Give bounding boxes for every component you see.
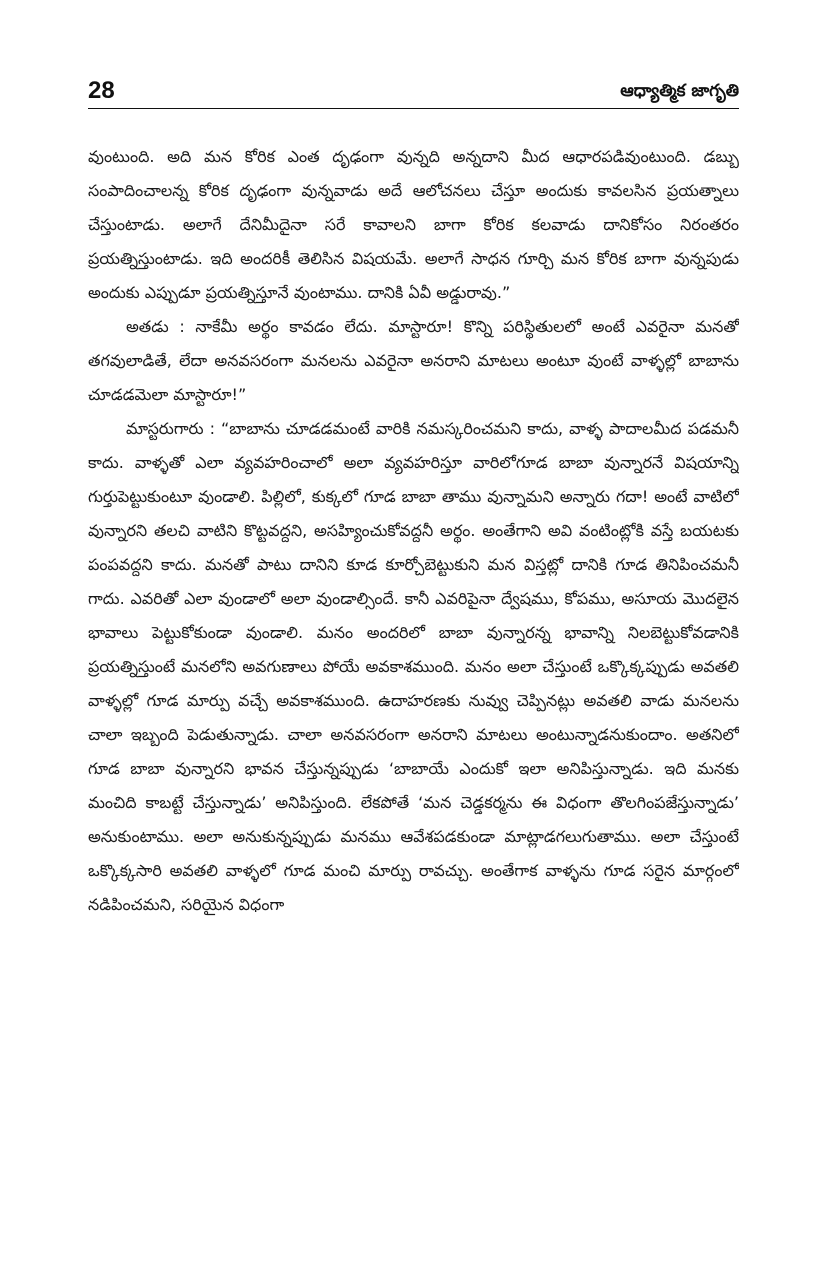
header-divider [88, 108, 739, 109]
body-text [88, 140, 739, 1250]
paragraph-continuation: వుంటుంది. అది మన కోరిక ఎంత దృఢంగా వున్నది అన్నదాని మీద ఆధారపడివుంటుంది. డబ్బు సంపాదించాలన్న కోరిక దృఢంగా వున్నవాడు అదే ఆలోచనలు చేస్తూ అందుకు కావలసిన ప్రయత్నాలు చేస్తుంటాడు. అలాగే దేనిమీదైనా సరే కావాలని బాగా కోరిక కలవాడు దానికోసం నిరంతరం ప్రయత్నిస్తుంటాడు. ఇది అందరికీ తెలిసిన విషయమే. అలాగే సాధన గూర్చి మన కోరిక బాగా వున్నపుడు అందుకు ఎప్పుడూ ప్రయత్నిస్తూనే వుంటాము. దానికి ఏవీ అడ్డురావు.” [88, 147, 739, 302]
page-header [88, 76, 739, 106]
running-title: ఆధ్యాత్మిక జాగృతి [620, 81, 739, 101]
page-number: 28 [88, 77, 115, 104]
paragraph-questioner: అతడు : నాకేమీ అర్థం కావడం లేదు. మాస్టారూ! కొన్ని పరిస్థితులలో అంటే ఎవరైనా మనతో తగవులాడితే, లేదా అనవసరంగా మనలను ఎవరైనా అనరాని మాటలు అంటూ వుంటే వాళ్ళల్లో బాబాను చూడడమెలా మాస్టారూ!” [88, 317, 739, 404]
paragraph-master-reply: మాస్టరుగారు : “బాబాను చూడడమంటే వారికి నమస్కరించమని కాదు, వాళ్ళ పాదాలమీద పడమనీ కాదు. వాళ్ళతో ఎలా వ్యవహరించాలో అలా వ్యవహరిస్తూ వారిలోగూడ బాబా వున్నారనే విషయాన్ని గుర్తుపెట్టుకుంటూ వుండాలి. పిల్లిలో, కుక్కలో గూడ బాబా తాము వున్నామని అన్నారు గదా! అంటే వాటిలో వున్నారని తలచి వాటిని కొట్టవద్దని, అసహ్యించుకోవద్దనీ అర్థం. అంతేగాని అవి వంటింట్లోకి వస్తే బయటకు పంపవద్దని కాదు. మనతో పాటు దానిని కూడ కూర్చోబెట్టుకుని మన విస్తట్లో దానికి గూడ తినిపించమనీ గాదు. ఎవరితో ఎలా వుండాలో అలా వుండాల్సిందే. కానీ ఎవరిపైనా ద్వేషము, కోపము, అసూయ మొదలైన భావాలు పెట్టుకోకుండా వుండాలి. మనం అందరిలో బాబా వున్నారన్న భావాన్ని నిలబెట్టుకోవడానికి ప్రయత్నిస్తుంటే మనలోని అవగుణాలు పోయే అవకాశముంది. మనం అలా చేస్తుంటే ఒక్కొక్కప్పుడు అవతలి వాళ్ళల్లో గూడ మార్పు వచ్చే అవకాశముంది. ఉదాహరణకు నువ్వు చెప్పినట్లు అవతలి వాడు మనలను చాలా ఇబ్బంది పెడుతున్నాడు. చాలా అనవసరంగా అనరాని మాటలు అంటున్నాడనుకుందాం. అతనిలో గూడ బాబా వున్నారని భావన చేస్తున్నప్పుడు ‘బాబాయే ఎందుకో ఇలా అనిపిస్తున్నాడు. ఇది మనకు మంచిది కాబట్టే చేస్తున్నాడు’ అనిపిస్తుంది. లేకపోతే ‘మన చెడ్డకర్మను ఈ విధంగా తొలగింపజేస్తున్నాడు’ అనుకుంటాము. అలా అనుకున్నప్పుడు మనము ఆవేశపడకుండా మాట్లాడగలుగుతాము. అలా చేస్తుంటే ఒక్కొక్కసారి అవతలి వాళ్ళలో గూడ మంచి మార్పు రావచ్చు. అంతేగాక వాళ్ళను గూడ సరైన మార్గంలో నడిపించమని, సరియైన విధంగా [88, 419, 739, 914]
